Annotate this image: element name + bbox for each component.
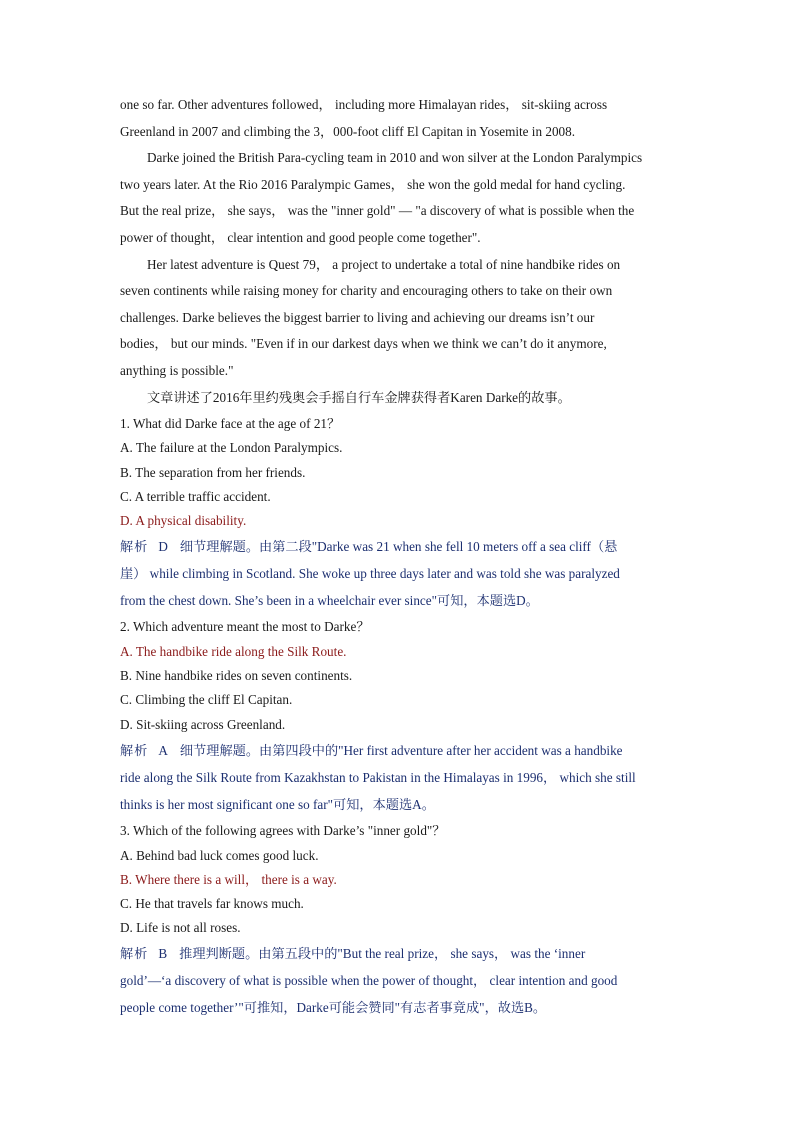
passage-line: Darke joined the British Para-cycling team in 2010 and won silver at the London Paralympics	[147, 150, 643, 166]
explanation-text: thinks is her most significant one so far"可知，本题选A。	[120, 796, 435, 812]
option-d-correct: D. A physical disability.	[120, 512, 247, 528]
explanation-text: gold’—‘a discovery of what is possible when the power of thought， clear intention and good	[120, 973, 618, 989]
question-stem: 1. What did Darke face at the age of 21？	[120, 415, 341, 431]
explanation	[120, 533, 670, 614]
document-page	[120, 92, 670, 1021]
explanation-tag: 解析	[120, 742, 149, 758]
explanation-tag: 解析	[120, 539, 149, 555]
passage-paragraph-2	[120, 145, 670, 251]
passage-line: two years later. At the Rio 2016 Paralympic Games， she won the gold medal for hand cycling.	[120, 176, 626, 192]
option-b-correct: B. Where there is a will， there is a way.	[120, 871, 337, 887]
passage-line: bodies， but our minds. "Even if in our darkest days when we think we can’t do it anymore,	[120, 336, 607, 352]
passage-line: Her latest adventure is Quest 79， a project to undertake a total of nine handbike rides on	[147, 256, 621, 272]
passage-line: challenges. Darke believes the biggest barrier to living and achieving our dreams isn’t our	[120, 309, 595, 325]
question-stem: 3. Which of the following agrees with Darke’s "inner gold"？	[120, 822, 446, 838]
option-c: C. He that travels far knows much.	[120, 895, 304, 911]
answer-letter: A	[158, 742, 168, 758]
question-1	[120, 411, 670, 615]
explanation	[120, 737, 670, 818]
explanation-text: ride along the Silk Route from Kazakhstan to Pakistan in the Himalayas in 1996， which she still	[120, 769, 636, 785]
option-c: C. A terrible traffic accident.	[120, 488, 271, 504]
option-b: B. The separation from her friends.	[120, 464, 306, 480]
explanation-text: 细节理解题。由第二段"Darke was 21 when she fell 10 meters off a sea cliff（悬	[179, 539, 618, 555]
passage-paragraph-3	[120, 252, 670, 385]
explanation	[120, 940, 670, 1021]
option-a: A. The failure at the London Paralympics.	[120, 440, 343, 456]
question-2	[120, 614, 670, 818]
explanation-text: 崖） while climbing in Scotland. She woke up three days later and was told she was paralyzed	[120, 566, 620, 582]
passage-paragraph-1	[120, 92, 670, 145]
passage-line: Greenland in 2007 and climbing the 3，000-foot cliff El Capitan in Yosemite in 2008.	[120, 123, 576, 139]
explanation-text: from the chest down. She’s been in a wheelchair ever since"可知，本题选D。	[120, 593, 539, 609]
explanation-text: 细节理解题。由第四段中的"Her first adventure after her accident was a handbike	[179, 742, 623, 758]
passage-line: one so far. Other adventures followed， including more Himalayan rides， sit-skiing across	[120, 97, 608, 112]
option-a-correct: A. The handbike ride along the Silk Route.	[120, 643, 347, 659]
option-d: D. Sit-skiing across Greenland.	[120, 716, 286, 732]
explanation-text: 推理判断题。由第五段中的"But the real prize， she says， was the ‘inner	[179, 946, 586, 962]
passage-line: But the real prize， she says， was the "inner gold" — "a discovery of what is possible when the	[120, 203, 635, 219]
passage-line: power of thought， clear intention and good people come together".	[120, 229, 481, 245]
answer-letter: D	[158, 539, 168, 555]
passage-line: seven continents while raising money for charity and encouraging others to take on their own	[120, 283, 613, 299]
option-c: C. Climbing the cliff El Capitan.	[120, 692, 293, 708]
option-d: D. Life is not all roses.	[120, 920, 241, 936]
answer-letter: B	[158, 946, 168, 962]
option-a: A. Behind bad luck comes good luck.	[120, 847, 319, 863]
passage-summary: 文章讲述了2016年里约残奥会手摇自行车金牌获得者Karen Darke的故事。	[147, 389, 571, 405]
question-3	[120, 818, 670, 1022]
question-stem: 2. Which adventure meant the most to Darke？	[120, 619, 370, 635]
explanation-text: people come together’"可推知，Darke可能会赞同"有志者事竟成"，故选B。	[120, 1000, 547, 1016]
explanation-tag: 解析	[120, 946, 149, 962]
passage-line: anything is possible."	[120, 362, 234, 378]
option-b: B. Nine handbike rides on seven continents.	[120, 668, 353, 684]
